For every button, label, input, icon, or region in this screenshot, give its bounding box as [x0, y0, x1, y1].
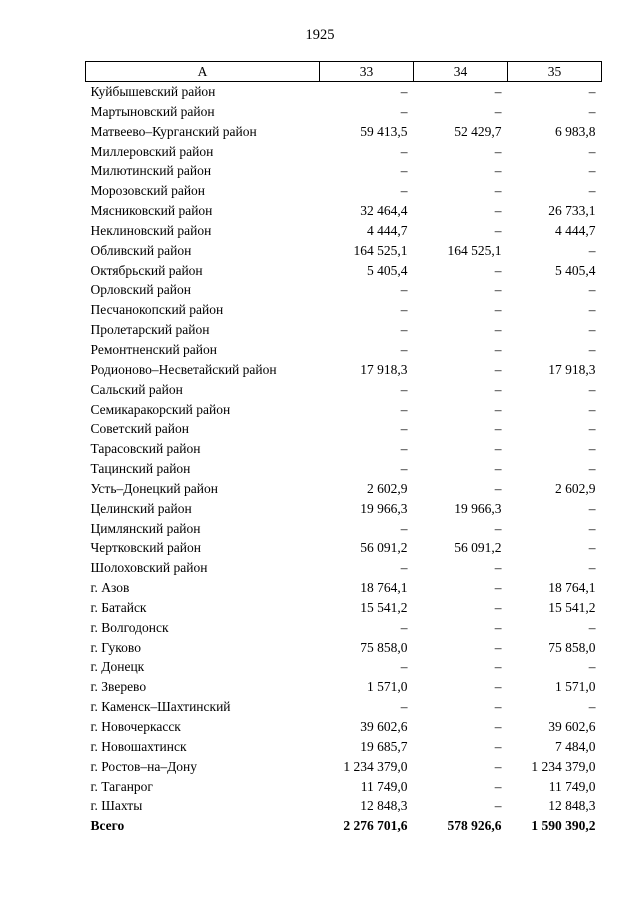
value-cell-35: 12 848,3 [548, 798, 596, 814]
value-cell-35: 6 983,8 [555, 123, 596, 139]
row-name-cell: Обливский район [90, 242, 192, 258]
value-cell-34: – [494, 560, 502, 576]
value-cell-34: – [494, 282, 502, 298]
value-cell-33: – [400, 143, 408, 159]
table-row [86, 737, 602, 757]
value-cell-35: – [588, 560, 596, 576]
row-name-cell: г. Волгодонск [90, 619, 169, 635]
value-cell-34: – [494, 738, 502, 754]
value-cell-35: 15 541,2 [548, 599, 596, 615]
value-cell-33: – [400, 659, 408, 675]
table-row [86, 82, 602, 102]
value-cell-34: 19 966,3 [454, 500, 502, 516]
value-cell-33: 75 858,0 [360, 639, 408, 655]
value-cell-34: – [494, 480, 502, 496]
value-cell-33: 17 918,3 [360, 361, 408, 377]
column-header-35: 35 [508, 62, 602, 82]
table-row [86, 419, 602, 439]
value-cell-33: 5 405,4 [367, 262, 408, 278]
table-row [86, 459, 602, 479]
value-cell-35: 1 590 390,2 [531, 818, 596, 834]
row-name-cell: Тацинский район [90, 461, 191, 477]
value-cell-35: – [588, 540, 596, 556]
value-cell-33: 39 602,6 [360, 719, 408, 734]
table-row [86, 400, 602, 420]
row-name-cell: г. Новошахтинск [90, 738, 187, 754]
value-cell-34: – [494, 659, 502, 675]
row-name-cell: Песчанокопский район [90, 302, 224, 318]
value-cell-33: 15 541,2 [360, 599, 408, 615]
value-cell-34: – [494, 322, 502, 338]
value-cell-35: 11 749,0 [548, 778, 596, 794]
value-cell-35: – [588, 322, 596, 338]
table-row [86, 320, 602, 340]
value-cell-35: – [588, 500, 596, 516]
value-cell-34: – [494, 758, 502, 774]
row-name-cell: Родионово–Несветайский район [90, 361, 277, 377]
table-row [86, 796, 602, 816]
value-cell-34: – [494, 143, 502, 159]
value-cell-33: – [400, 560, 408, 576]
row-name-cell: Усть–Донецкий район [90, 480, 218, 496]
value-cell-35: 17 918,3 [548, 361, 596, 377]
row-name-cell: Тарасовский район [90, 441, 201, 457]
row-name-cell: Пролетарский район [90, 322, 210, 338]
row-name-cell: г. Зверево [90, 679, 147, 695]
row-name-cell: г. Каменск–Шахтинский [90, 699, 231, 715]
value-cell-34: – [494, 222, 502, 238]
row-name-cell: Морозовский район [90, 183, 206, 199]
table-row [86, 538, 602, 558]
value-cell-33: 18 764,1 [360, 580, 408, 596]
value-cell-34: – [494, 361, 502, 377]
row-name-cell: г. Ростов–на–Дону [90, 758, 198, 774]
value-cell-35: – [588, 103, 596, 119]
row-name-cell: Семикаракорский район [90, 401, 231, 417]
value-cell-35: 7 484,0 [555, 738, 596, 754]
value-cell-33: – [400, 441, 408, 457]
value-cell-34: – [494, 461, 502, 477]
value-cell-33: 12 848,3 [360, 798, 408, 814]
row-name-cell: г. Батайск [90, 599, 147, 615]
table-row [86, 360, 602, 380]
row-name-cell: Сальский район [90, 381, 183, 397]
value-cell-33: 2 602,9 [367, 480, 408, 496]
column-header-34: 34 [414, 62, 508, 82]
value-cell-35: 75 858,0 [548, 639, 596, 655]
value-cell-34: – [494, 699, 502, 715]
value-cell-34: – [494, 163, 502, 179]
value-cell-34: – [494, 639, 502, 655]
row-name-cell: Октябрьский район [90, 262, 203, 278]
table-row [86, 241, 602, 261]
value-cell-33: – [400, 699, 408, 715]
table-row [86, 618, 602, 638]
value-cell-33: – [400, 421, 408, 437]
value-cell-34: – [494, 719, 502, 734]
table-body [86, 82, 602, 837]
row-name-cell: Неклиновский район [90, 222, 212, 238]
value-cell-33: – [400, 520, 408, 536]
column-header-33: 33 [320, 62, 414, 82]
value-cell-33: 2 276 701,6 [343, 818, 408, 834]
value-cell-34: – [494, 203, 502, 219]
table-row [86, 201, 602, 221]
value-cell-35: – [588, 441, 596, 457]
value-cell-33: 56 091,2 [360, 540, 408, 556]
table-row [86, 181, 602, 201]
value-cell-34: – [494, 341, 502, 357]
row-name-cell: Всего [90, 818, 125, 834]
value-cell-35: – [588, 163, 596, 179]
table-row [86, 340, 602, 360]
row-name-cell: г. Гуково [90, 639, 141, 655]
value-cell-34: – [494, 183, 502, 199]
value-cell-35: – [588, 282, 596, 298]
row-name-cell: Куйбышевский район [90, 84, 216, 99]
table-row [86, 479, 602, 499]
table-row [86, 657, 602, 677]
value-cell-33: 19 685,7 [360, 738, 408, 754]
value-cell-35: – [588, 341, 596, 357]
table-row [86, 638, 602, 658]
table-row [86, 697, 602, 717]
value-cell-34: – [494, 778, 502, 794]
value-cell-33: 11 749,0 [360, 778, 408, 794]
value-cell-34: – [494, 262, 502, 278]
value-cell-34: – [494, 401, 502, 417]
value-cell-34: 52 429,7 [454, 123, 502, 139]
table-row [86, 380, 602, 400]
page-number: 1925 [305, 27, 335, 43]
table-row [86, 102, 602, 122]
value-cell-33: – [400, 282, 408, 298]
value-cell-33: 1 234 379,0 [343, 758, 408, 774]
row-name-cell: г. Донецк [90, 659, 145, 675]
value-cell-35: – [588, 381, 596, 397]
value-cell-33: 19 966,3 [360, 500, 408, 516]
value-cell-33: 59 413,5 [360, 123, 408, 139]
value-cell-35: – [588, 461, 596, 477]
value-cell-35: 2 602,9 [555, 480, 596, 496]
row-name-cell: Милютинский район [90, 163, 212, 179]
row-name-cell: Советский район [90, 421, 189, 437]
row-name-cell: Миллеровский район [90, 143, 214, 159]
table-row [86, 558, 602, 578]
value-cell-33: 1 571,0 [367, 679, 408, 695]
value-cell-34: – [494, 599, 502, 615]
value-cell-34: 56 091,2 [454, 540, 502, 556]
value-cell-35: – [588, 421, 596, 437]
table-row [86, 499, 602, 519]
value-cell-33: – [400, 619, 408, 635]
row-name-cell: г. Новочеркасск [90, 719, 181, 734]
value-cell-34: – [494, 84, 502, 99]
value-cell-34: 164 525,1 [447, 242, 502, 258]
row-name-cell: Орловский район [90, 282, 191, 298]
value-cell-35: – [588, 183, 596, 199]
table-row [86, 439, 602, 459]
value-cell-35: – [588, 520, 596, 536]
table-row [86, 300, 602, 320]
value-cell-34: – [494, 103, 502, 119]
value-cell-35: 1 234 379,0 [531, 758, 596, 774]
value-cell-35: 18 764,1 [548, 580, 596, 596]
table-row [86, 578, 602, 598]
value-cell-33: – [400, 163, 408, 179]
row-name-cell: Мартыновский район [90, 103, 215, 119]
value-cell-33: 164 525,1 [353, 242, 408, 258]
value-cell-35: 5 405,4 [555, 262, 596, 278]
value-cell-35: – [588, 699, 596, 715]
value-cell-33: – [400, 322, 408, 338]
value-cell-33: – [400, 183, 408, 199]
value-cell-34: – [494, 520, 502, 536]
value-cell-34: – [494, 619, 502, 635]
value-cell-34: – [494, 441, 502, 457]
value-cell-33: – [400, 103, 408, 119]
value-cell-33: 32 464,4 [360, 203, 408, 219]
value-cell-35: – [588, 659, 596, 675]
total-row [86, 816, 602, 836]
value-cell-33: – [400, 84, 408, 99]
table-row [86, 161, 602, 181]
value-cell-33: – [400, 461, 408, 477]
value-cell-34: – [494, 421, 502, 437]
value-cell-34: – [494, 381, 502, 397]
value-cell-35: – [588, 401, 596, 417]
table-row [86, 519, 602, 539]
row-name-cell: Целинский район [90, 500, 192, 516]
table-row [86, 717, 602, 737]
header-row [86, 62, 602, 82]
value-cell-34: – [494, 302, 502, 318]
row-name-cell: Мясниковский район [90, 203, 213, 219]
row-name-cell: г. Таганрог [90, 778, 153, 794]
value-cell-35: – [588, 619, 596, 635]
value-cell-34: 578 926,6 [447, 818, 502, 834]
value-cell-33: 4 444,7 [367, 222, 408, 238]
row-name-cell: г. Азов [90, 580, 130, 596]
value-cell-35: 26 733,1 [548, 203, 596, 219]
table-row [86, 280, 602, 300]
value-cell-33: – [400, 341, 408, 357]
table-row [86, 261, 602, 281]
value-cell-35: – [588, 302, 596, 318]
row-name-cell: Матвеево–Курганский район [90, 123, 257, 139]
table-row [86, 221, 602, 241]
value-cell-34: – [494, 580, 502, 596]
value-cell-35: 4 444,7 [555, 222, 596, 238]
table-row [86, 142, 602, 162]
value-cell-34: – [494, 679, 502, 695]
value-cell-34: – [494, 798, 502, 814]
row-name-cell: Шолоховский район [90, 560, 208, 576]
value-cell-33: – [400, 401, 408, 417]
table-row [86, 677, 602, 697]
table-row [86, 598, 602, 618]
row-name-cell: г. Шахты [90, 798, 143, 814]
row-name-cell: Чертковский район [90, 540, 201, 556]
value-cell-35: – [588, 242, 596, 258]
value-cell-33: – [400, 302, 408, 318]
column-header-a: А [86, 62, 320, 82]
value-cell-33: – [400, 381, 408, 397]
value-cell-35: – [588, 84, 596, 99]
row-name-cell: Ремонтненский район [90, 341, 217, 357]
data-table [85, 61, 602, 836]
value-cell-35: 39 602,6 [548, 719, 596, 734]
value-cell-35: 1 571,0 [555, 679, 596, 695]
table-row [86, 777, 602, 797]
value-cell-35: – [588, 143, 596, 159]
table-row [86, 757, 602, 777]
table-row [86, 122, 602, 142]
row-name-cell: Цимлянский район [90, 520, 201, 536]
